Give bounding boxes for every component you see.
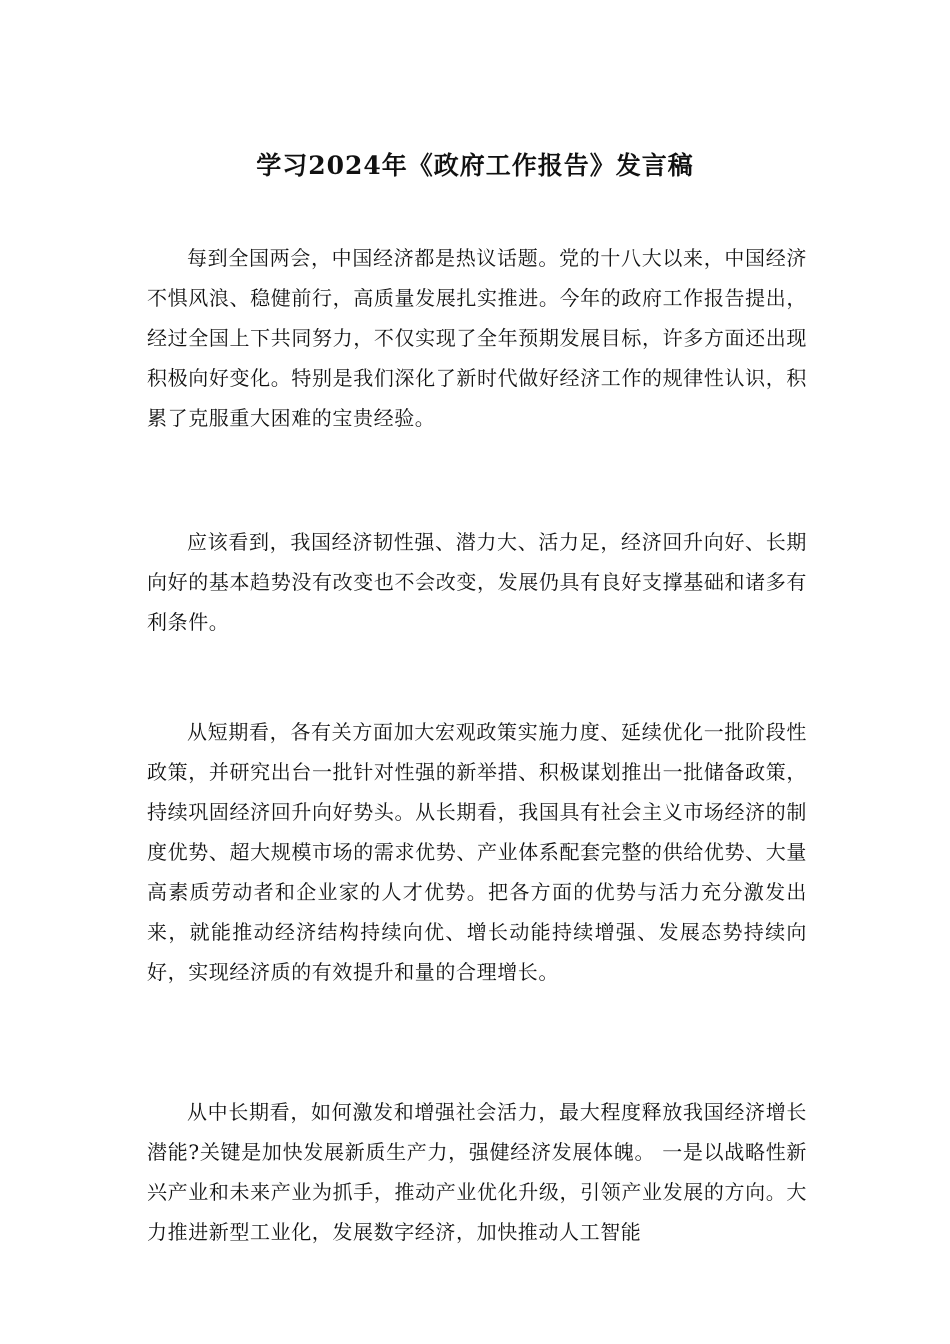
paragraph-1: 每到全国两会，中国经济都是热议话题。党的十八大以来，中国经济不惧风浪、稳健前行，高质量发展扎实推进。今年的政府工作报告提出，经过全国上下共同努力，不仅实现了全年预期发展目标，许多方面还出现积极向好变化。特别是我们深化了新时代做好经济工作的规律性认识，积累了克服重大困难的宝贵经验。 (147, 246, 807, 430)
paragraph-4: 从中长期看，如何激发和增强社会活力，最大程度释放我国经济增长潜能?关键是加快发展新质生产力，强健经济发展体魄。 一是以战略性新兴产业和未来产业为抓手，推动产业优化升级，引领产业发展的方向。大力推进新型工业化，发展数字经济，加快推动人工智能 (147, 1100, 807, 1244)
document-title: 学习2024年《政府工作报告》发言稿 (256, 151, 694, 180)
paragraph-3: 从短期看，各有关方面加大宏观政策实施力度、延续优化一批阶段性政策，并研究出台一批针对性强的新举措、积极谋划推出一批储备政策，持续巩固经济回升向好势头。从长期看，我国具有社会主义市场经济的制度优势、超大规模市场的需求优势、产业体系配套完整的供给优势、大量高素质劳动者和企业家的人才优势。把各方面的优势与活力充分激发出来，就能推动经济结构持续向优、增长动能持续增强、发展态势持续向好，实现经济质的有效提升和量的合理增长。 (147, 720, 807, 984)
paragraph-2: 应该看到，我国经济韧性强、潜力大、活力足，经济回升向好、长期向好的基本趋势没有改变也不会改变，发展仍具有良好支撑基础和诸多有利条件。 (147, 530, 807, 634)
